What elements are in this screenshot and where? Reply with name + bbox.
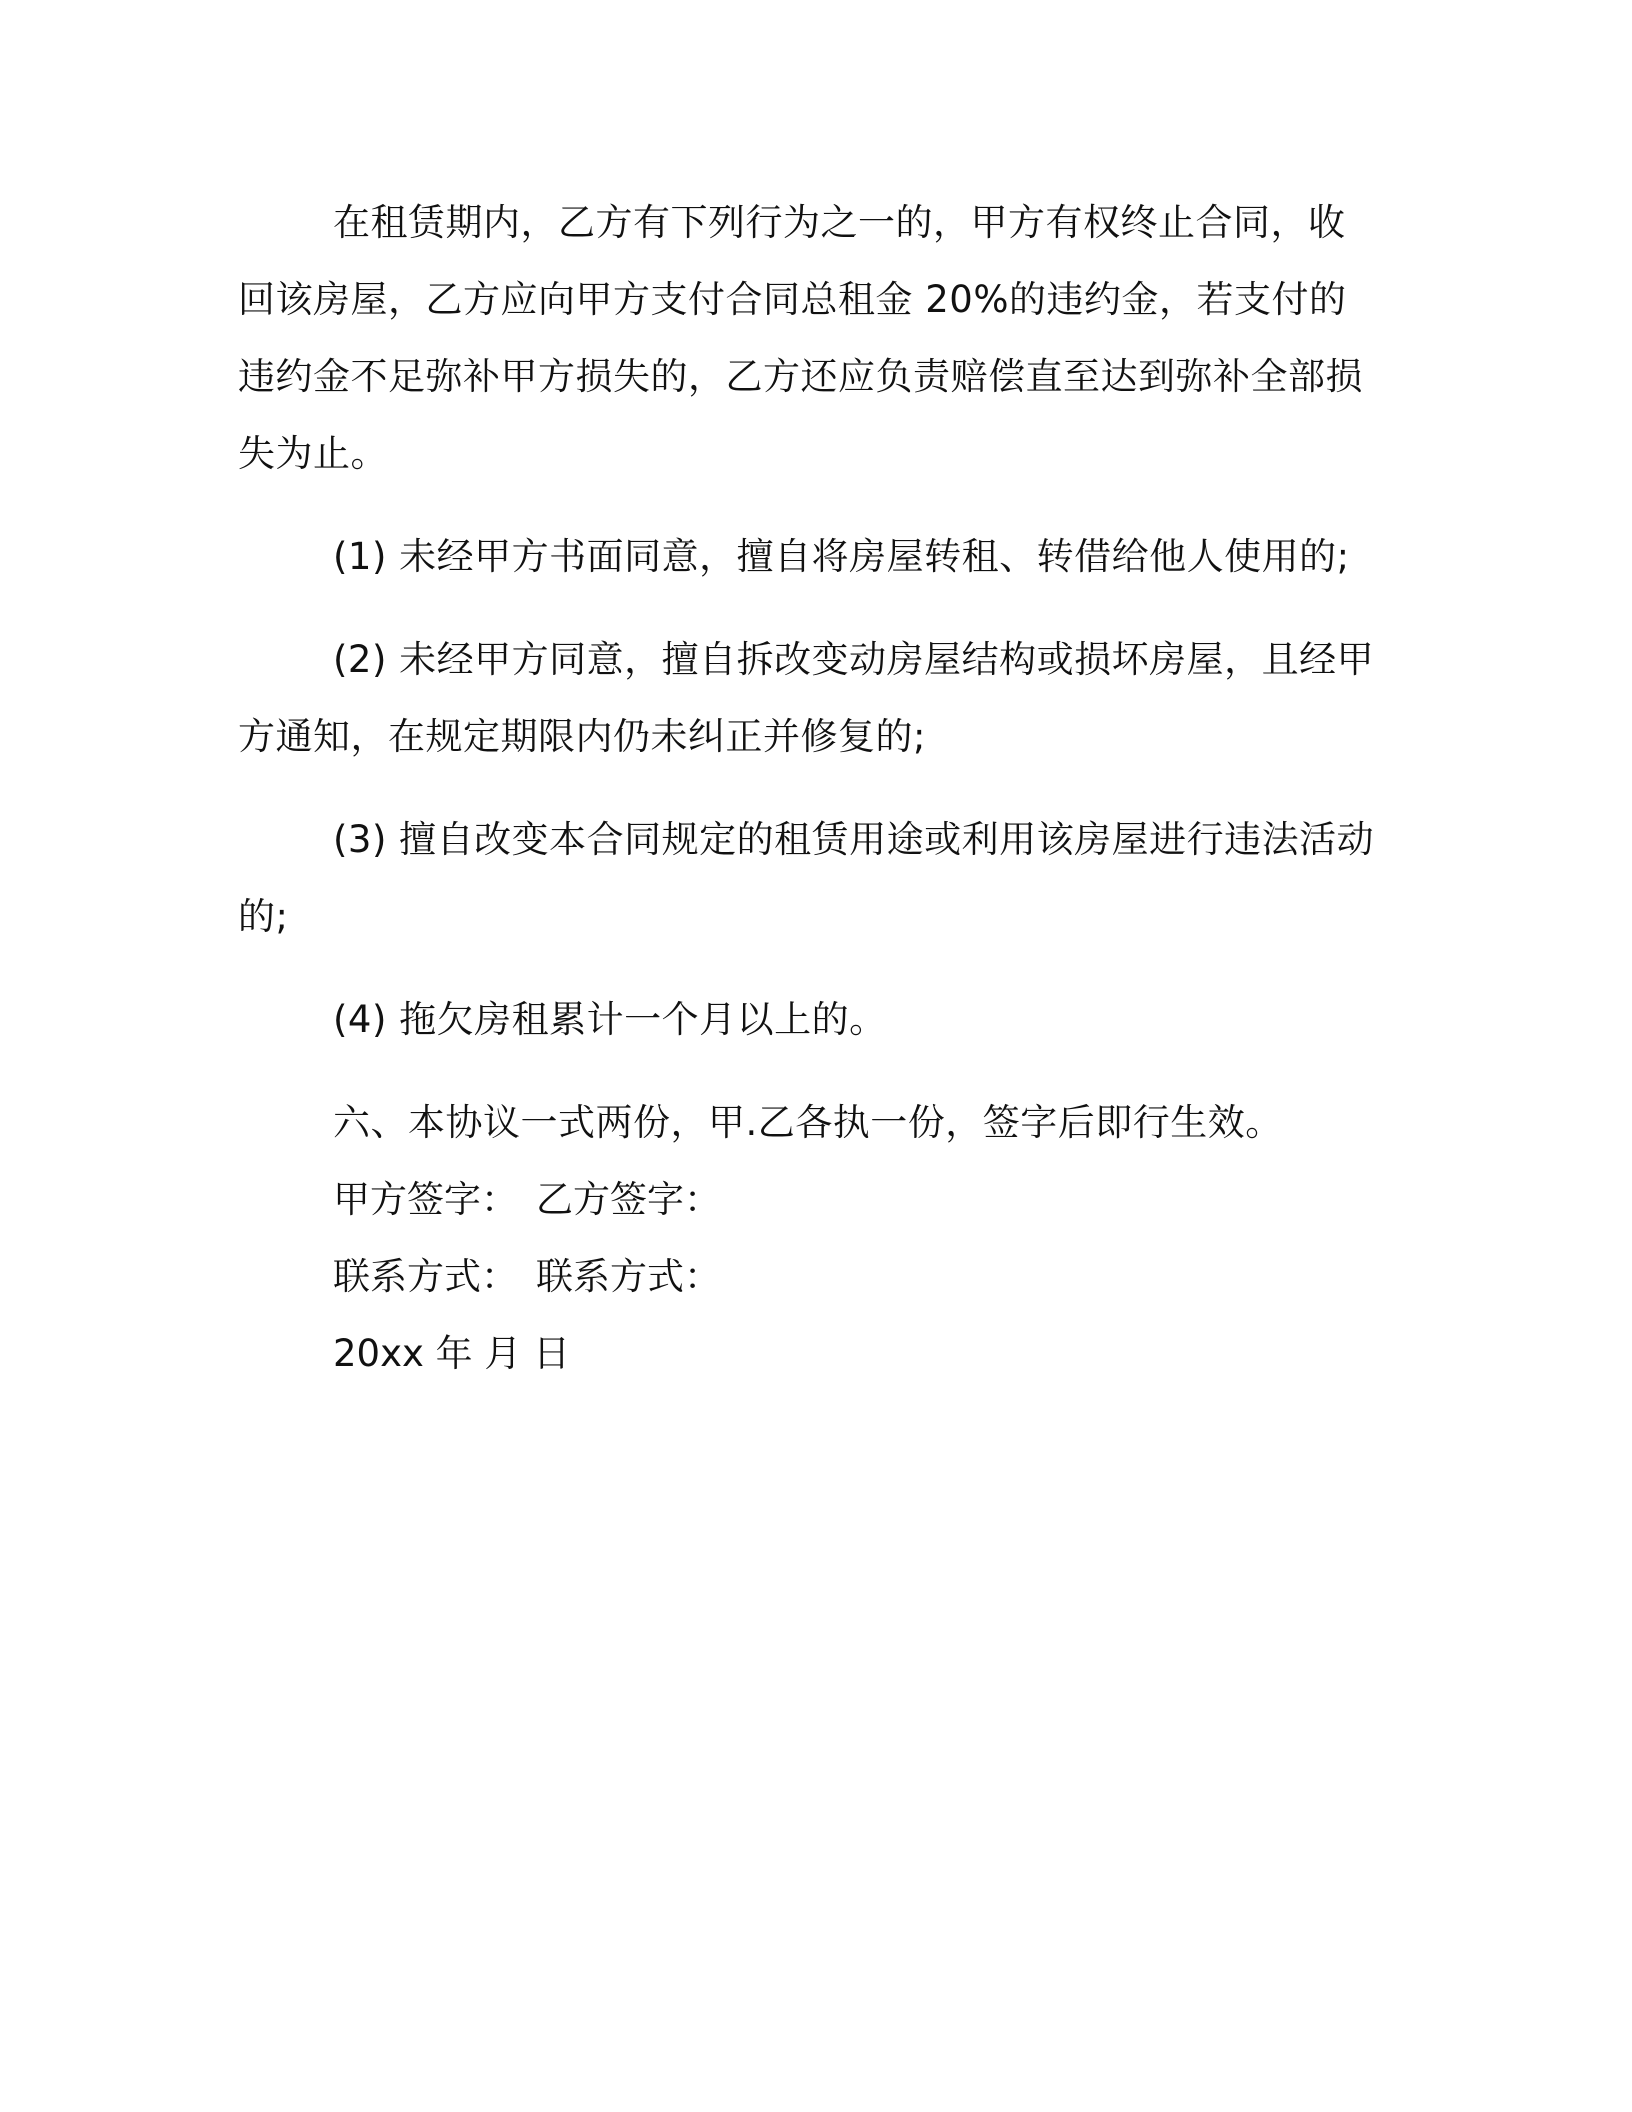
paragraph-item-1: (1) 未经甲方书面同意，擅自将房屋转租、转借给他人使用的;	[333, 535, 1350, 578]
party-b-contact-label: 联系方式：	[536, 1255, 721, 1298]
date-line: 20xx 年 月 日	[333, 1332, 571, 1375]
document-body	[238, 184, 1376, 1392]
paragraph-item-3: (3) 擅自改变本合同规定的租赁用途或利用该房屋进行违法活动的;	[238, 818, 1375, 938]
party-a-contact-label: 联系方式：	[333, 1255, 518, 1298]
party-b-signature-label: 乙方签字：	[536, 1178, 721, 1221]
paragraph-item-4: (4) 拖欠房租累计一个月以上的。	[333, 998, 887, 1041]
paragraph-termination-clause: 在租赁期内，乙方有下列行为之一的，甲方有权终止合同，收回该房屋，乙方应向甲方支付合同总租金 20%的违约金，若支付的违约金不足弥补甲方损失的，乙方还应负责赔偿直至达到弥补全部损失为止。	[238, 201, 1363, 475]
paragraph-effective-clause: 六、本协议一式两份，甲.乙各执一份，签字后即行生效。	[333, 1101, 1283, 1144]
party-a-signature-label: 甲方签字：	[333, 1178, 518, 1221]
paragraph-item-2: (2) 未经甲方同意，擅自拆改变动房屋结构或损坏房屋，且经甲方通知，在规定期限内仍未纠正并修复的;	[238, 638, 1375, 758]
contact-line	[238, 1238, 1376, 1315]
signature-line	[238, 1161, 1376, 1238]
